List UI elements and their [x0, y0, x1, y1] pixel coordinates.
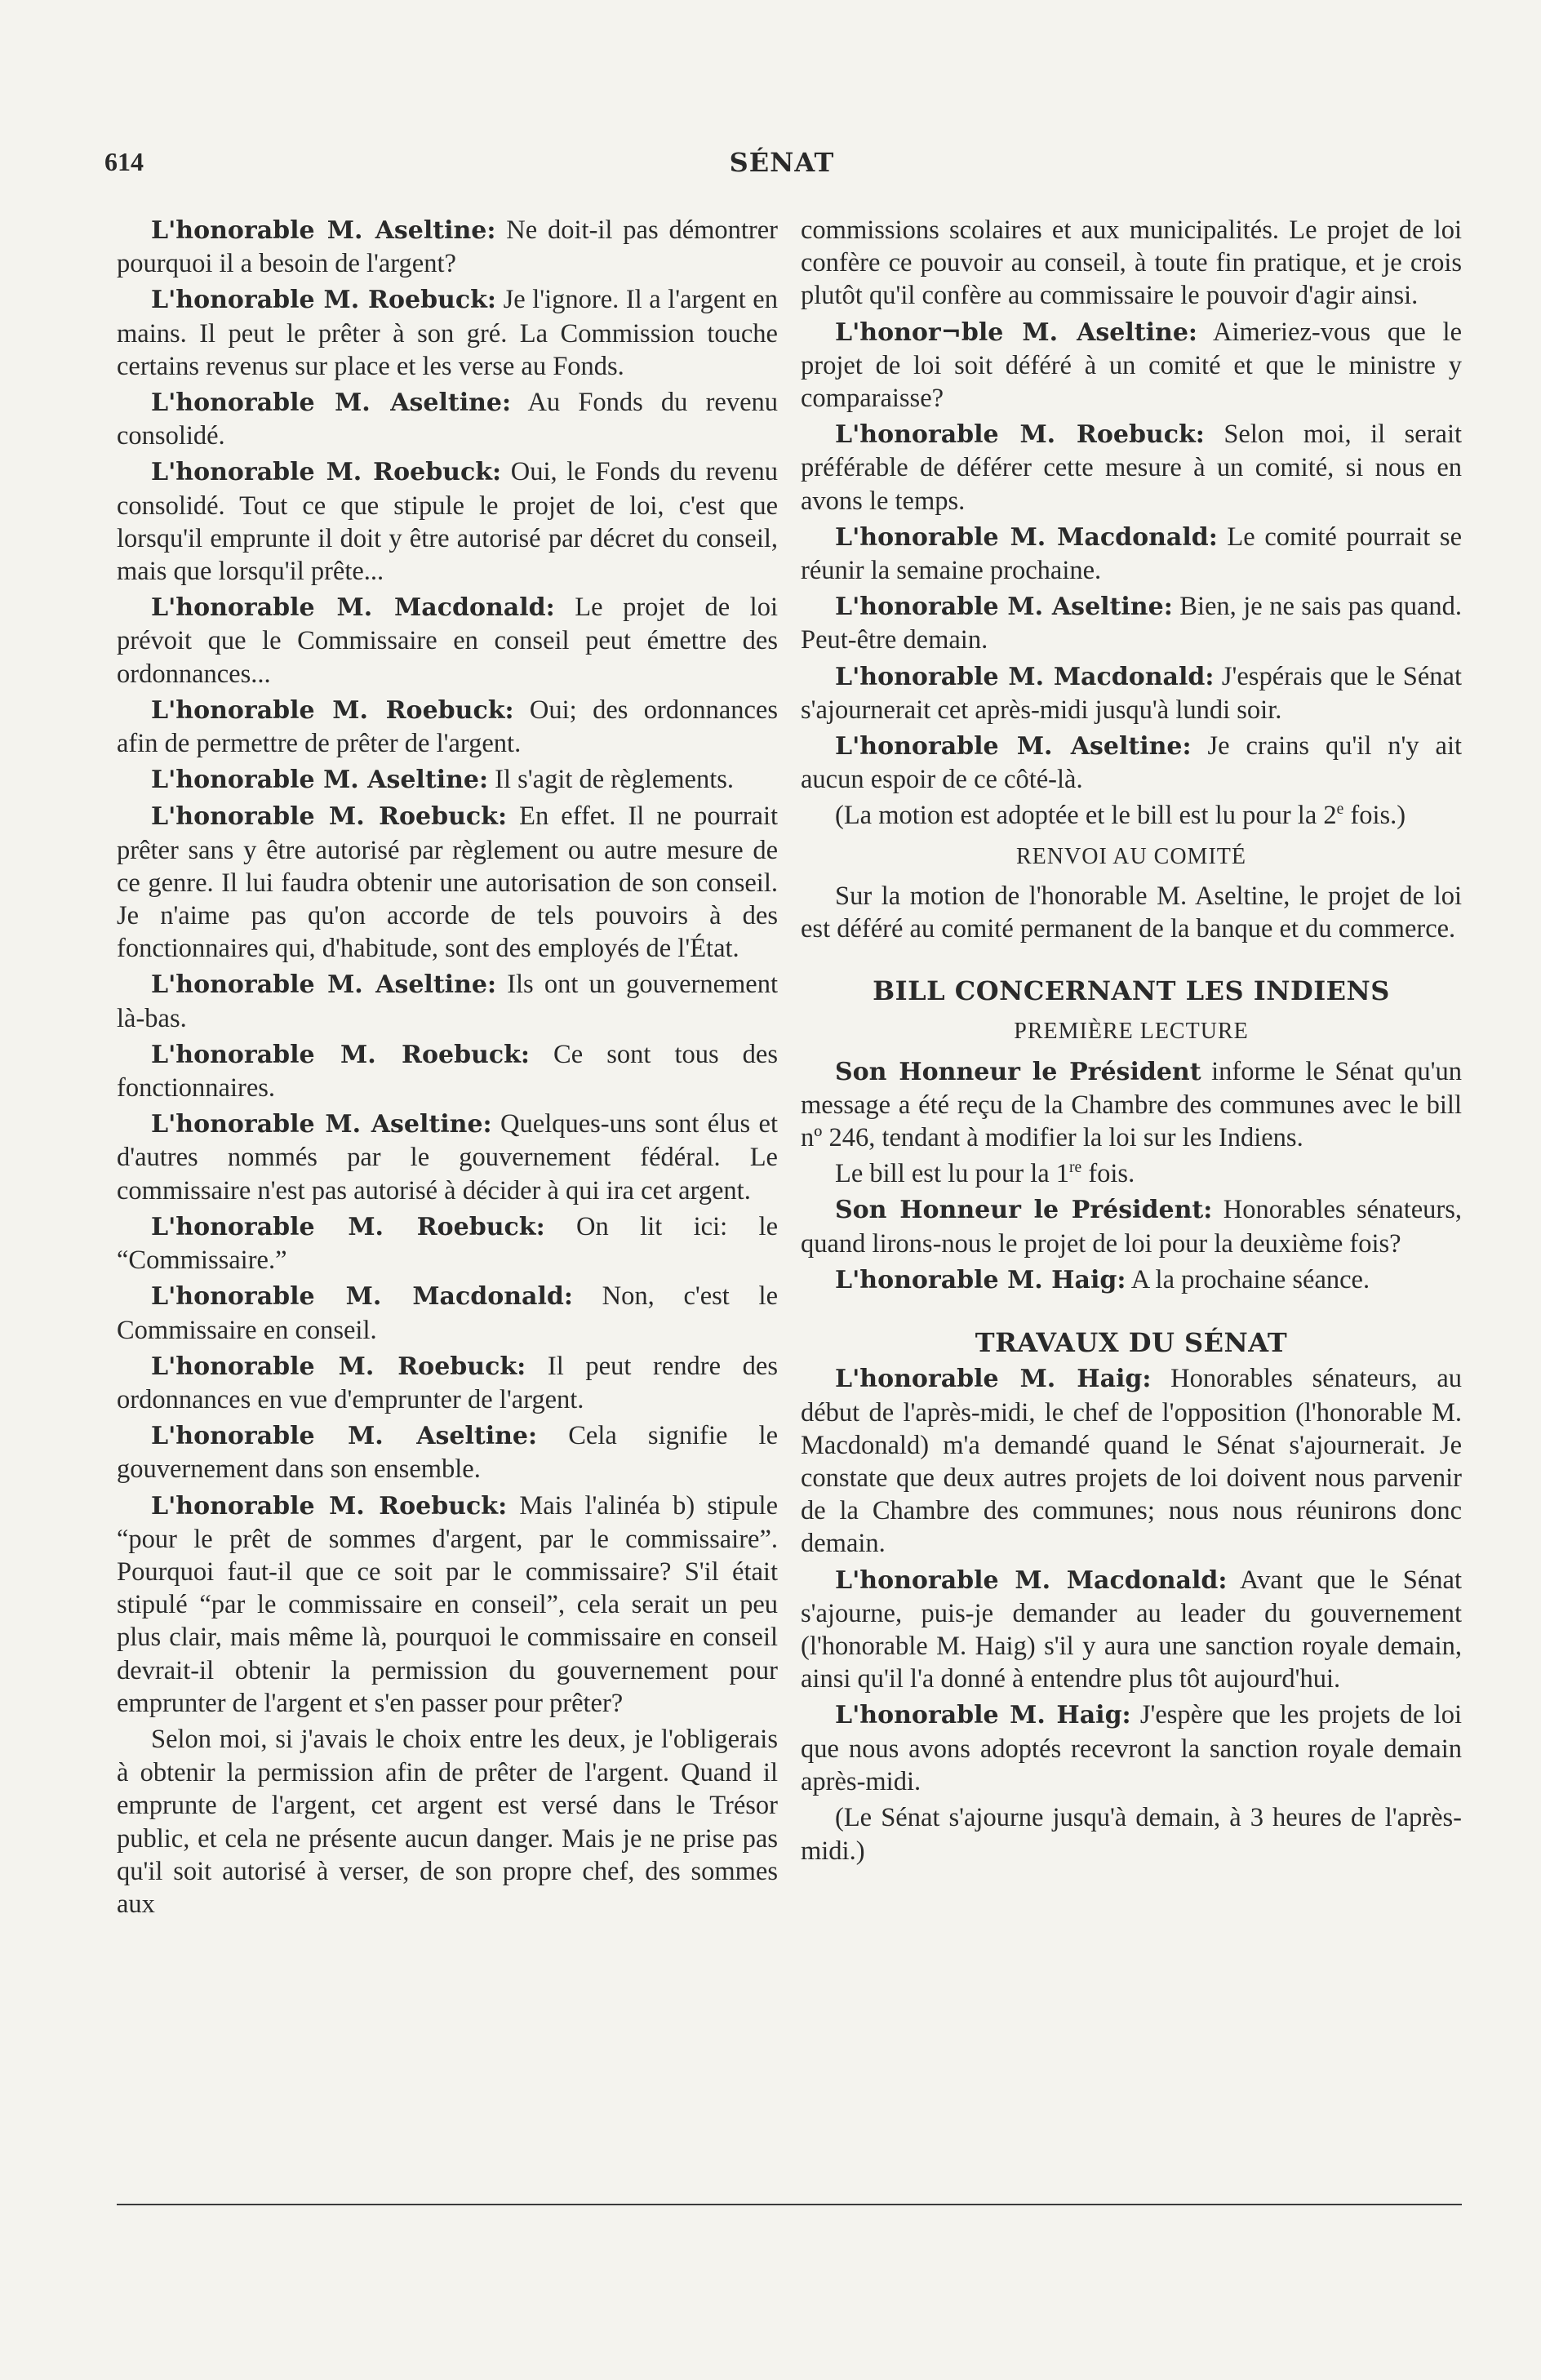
speech-text: A la prochaine séance.	[1126, 1264, 1370, 1294]
speech-text: J'espérais que le Sénat s'ajournerait cet après-midi jusqu'à lundi soir.	[801, 661, 1462, 725]
paragraph	[117, 1108, 778, 1207]
paragraph	[117, 763, 778, 797]
right-column	[801, 214, 1462, 1871]
paragraph	[801, 1157, 1462, 1190]
paragraph	[117, 1280, 778, 1346]
speech-text: informe le Sénat qu'un message a été reçu de la Chambre des communes avec le bill nº 246, tendant à modifier la loi sur les Indiens.	[801, 1056, 1462, 1153]
paragraph	[801, 1564, 1462, 1696]
ordinal-superscript: e	[1336, 801, 1344, 819]
speech-text: Selon moi, si j'avais le choix entre les deux, je l'obligerais à obtenir la permission afin de prêter de l'argent. Quand il emprunte de l'argent, cet argent est versé dans le Trésor public, et cela ne présente aucun danger. Mais je ne prise pas qu'il soit autorisé à verser, de son propre chef, des sommes aux	[117, 1724, 778, 1919]
paragraph	[117, 214, 778, 280]
paragraph	[117, 694, 778, 760]
paragraph	[117, 455, 778, 588]
speech-text: (Le Sénat s'ajourne jusqu'à demain, à 3 heures de l'après-midi.)	[801, 1802, 1462, 1867]
speech-text-end: fois.	[1081, 1159, 1135, 1189]
speaker-name: L'honorable M. Aseltine:	[151, 766, 489, 795]
paragraph	[117, 968, 778, 1034]
speaker-name: L'honorable M. Aseltine:	[835, 593, 1173, 622]
speaker-name: L'honorable M. Aseltine:	[151, 1110, 492, 1139]
speaker-name: L'honorable M. Roebuck:	[151, 286, 496, 315]
speech-text: Ils ont un gouvernement là-bas.	[117, 970, 779, 1033]
speech-text: Honorables sénateurs, quand lirons-nous le projet de loi pour la deuxième fois?	[801, 1195, 1462, 1259]
paragraph	[801, 1263, 1462, 1297]
speech-text: Oui, le Fonds du revenu consolidé. Tout ce que stipule le projet de loi, c'est que lorsqu'il emprunte il doit y être autorisé par décret du conseil, mais que lorsqu'il prête...	[117, 457, 778, 587]
speaker-name: L'honorable M. Aseltine:	[151, 970, 497, 1000]
speech-text: Avant que le Sénat s'ajourne, puis-je demander au leader du gouvernement (l'honorable M. Haig) s'il y aura une sanction royale demain, ainsi qu'il l'a donné à entendre plus tôt aujourd'hui.	[801, 1565, 1462, 1694]
travaux-section-title: TRAVAUX DU SÉNAT	[975, 1327, 1288, 1359]
renvoi-paragraph: Sur la motion de l'honorable M. Aseltine, le projet de loi est déféré au comité permanent de la banque et du commerce.	[801, 881, 1462, 944]
page-number: 614	[104, 147, 144, 176]
paragraph	[117, 1490, 778, 1720]
speaker-name: L'honorable M. Roebuck:	[151, 1491, 508, 1521]
paragraph	[117, 1350, 778, 1416]
speech-text: Oui; des ordonnances afin de permettre de prêter de l'argent.	[117, 695, 778, 759]
motion-paragraph	[801, 799, 1462, 832]
paragraph	[801, 1698, 1462, 1798]
speaker-name: L'honorable M. Macdonald:	[151, 1282, 573, 1312]
speaker-name: L'honorable M. Haig:	[835, 1265, 1126, 1294]
speech-text: Je l'ignore. Il a l'argent en mains. Il peut le prêter à son gré. La Commission touche certains revenus sur place et les verse au Fonds.	[117, 285, 778, 381]
speaker-name: L'honorable M. Roebuck:	[151, 1040, 530, 1069]
paragraph	[801, 418, 1462, 517]
ordinal-superscript: re	[1069, 1159, 1082, 1177]
premiere-lecture-heading: PREMIÈRE LECTURE	[1014, 1019, 1249, 1045]
paragraph	[117, 800, 778, 965]
speaker-name: L'honorable M. Macdonald:	[835, 1565, 1228, 1595]
speech-text: Il s'agit de règlements.	[488, 765, 735, 795]
speech-text: Aimeriez-vous que le projet de loi soit déféré à un comité et que le ministre y comparaisse?	[801, 317, 1462, 414]
speech-text: Ce sont tous des fonctionnaires.	[117, 1039, 779, 1103]
motion-end: fois.)	[1343, 801, 1406, 831]
speech-text: Non, c'est le Commissaire en conseil.	[117, 1281, 778, 1345]
speech-text: Le comité pourrait se réunir la semaine prochaine.	[801, 522, 1463, 586]
paragraph	[801, 1055, 1462, 1155]
paragraph	[117, 1038, 778, 1104]
speaker-name: L'honorable M. Roebuck:	[151, 695, 514, 725]
speaker-name: L'honorable M. Roebuck:	[151, 1352, 526, 1381]
speaker-name: L'honorable M. Macdonald:	[835, 662, 1215, 691]
speech-text: Le bill est lu pour la 1	[835, 1159, 1070, 1189]
speaker-name: L'honorable M. Haig:	[835, 1701, 1131, 1730]
speech-text: Selon moi, il serait préférable de déférer cette mesure à un comité, si nous en avons le temps.	[801, 420, 1463, 516]
page-header	[104, 147, 1459, 188]
left-column	[117, 214, 778, 1924]
paragraph	[117, 1419, 778, 1485]
speech-text: Ne doit-il pas démontrer pourquoi il a besoin de l'argent?	[117, 215, 779, 279]
speaker-name: L'honorable M. Haig:	[835, 1365, 1152, 1394]
speaker-name: L'honorable M. Roebuck:	[151, 1212, 545, 1241]
speaker-name: L'honorable M. Aseltine:	[151, 1422, 538, 1451]
paragraph	[801, 590, 1462, 656]
paragraph	[117, 591, 778, 690]
speech-text: Il peut rendre des ordonnances en vue d'emprunter de l'argent.	[117, 1351, 778, 1414]
speaker-name: L'honorable M. Aseltine:	[151, 389, 512, 418]
speech-text: Bien, je ne sais pas quand. Peut-être demain.	[801, 592, 1462, 655]
speech-text: Mais l'alinéa b) stipule “pour le prêt de sommes d'argent, par le commissaire”. Pourquoi faut-il que ce soit par le commissaire? S'il était stipulé “par le commissaire en conseil”, cela serait un peu plus clair, mais même là, pourquoi le commissaire en conseil devrait-il obtenir la permission du gouvernement pour emprunter de l'argent et s'en passer pour prêter?	[117, 1490, 778, 1718]
paragraph	[801, 521, 1462, 587]
continuation-paragraph: commissions scolaires et aux municipalités. Le projet de loi confère ce pouvoir au conseil, à toute fin pratique, et je crois plutôt qu'il confère au commissaire le pouvoir d'agir ainsi.	[801, 215, 1462, 311]
paragraph	[117, 1723, 778, 1920]
speech-text: Quelques-uns sont élus et d'autres nommés par le gouvernement fédéral. Le commissaire n'est pas autorisé à décider à qui ira cet argent.	[117, 1109, 779, 1206]
speaker-name: L'honor¬ble M. Aseltine:	[835, 317, 1198, 347]
paragraph	[801, 660, 1462, 726]
paragraph	[117, 283, 778, 383]
speech-text: Honorables sénateurs, au début de l'après-midi, le chef de l'opposition (l'honorable M. Macdonald) m'a demandé quand le Sénat s'ajournerait. Je constate que deux autres projets de loi doivent nous parvenir de la Chambre des communes; nous nous réunirons donc demain.	[801, 1364, 1462, 1559]
motion-text: (La motion est adoptée et le bill est lu pour la 2	[835, 801, 1337, 831]
running-title: SÉNAT	[729, 147, 835, 178]
speech-text: En effet. Il ne pourrait prêter sans y être autorisé par règlement ou autre mesure de ce genre. Il lui faudra obtenir une autorisation de son conseil. Je n'aime pas qu'on accorde de tels pouvoirs à des fonctionnaires qui, d'habitude, sont des employés de l'État.	[117, 801, 779, 964]
speech-text: Cela signifie le gouvernement dans son ensemble.	[117, 1421, 778, 1485]
paragraph	[801, 730, 1462, 796]
speaker-name: L'honorable M. Macdonald:	[151, 593, 555, 623]
speaker-name: L'honorable M. Roebuck:	[151, 802, 508, 832]
speech-text: Le projet de loi prévoit que le Commissaire en conseil peut émettre des ordonnances...	[117, 593, 778, 689]
speaker-name: L'honorable M. Roebuck:	[151, 458, 502, 487]
speaker-name: L'honorable M. Aseltine:	[835, 732, 1192, 762]
paragraph	[801, 1362, 1462, 1560]
bill-section-title: BILL CONCERNANT LES INDIENS	[873, 975, 1390, 1007]
speaker-name: Son Honneur le Président	[835, 1057, 1201, 1086]
paragraph	[801, 1193, 1462, 1259]
bottom-rule	[117, 2204, 1462, 2205]
speaker-name: L'honorable M. Macdonald:	[835, 522, 1218, 552]
speaker-name: L'honorable M. Roebuck:	[835, 420, 1205, 450]
renvoi-heading: RENVOI AU COMITÉ	[1016, 843, 1246, 869]
paragraph	[801, 316, 1462, 415]
speech-text: Au Fonds du revenu consolidé.	[117, 388, 778, 451]
paragraph	[117, 1210, 778, 1277]
speech-text: On lit ici: le “Commissaire.”	[117, 1211, 779, 1276]
paragraph	[801, 1801, 1462, 1867]
speech-text: J'espère que les projets de loi que nous avons adoptés recevront la sanction royale demain après-midi.	[801, 1700, 1462, 1796]
speaker-name: Son Honneur le Président:	[835, 1196, 1213, 1225]
speech-text: Je crains qu'il n'y ait aucun espoir de ce côté-là.	[801, 731, 1462, 795]
speaker-name: L'honorable M. Aseltine:	[151, 216, 496, 245]
paragraph	[117, 386, 778, 452]
